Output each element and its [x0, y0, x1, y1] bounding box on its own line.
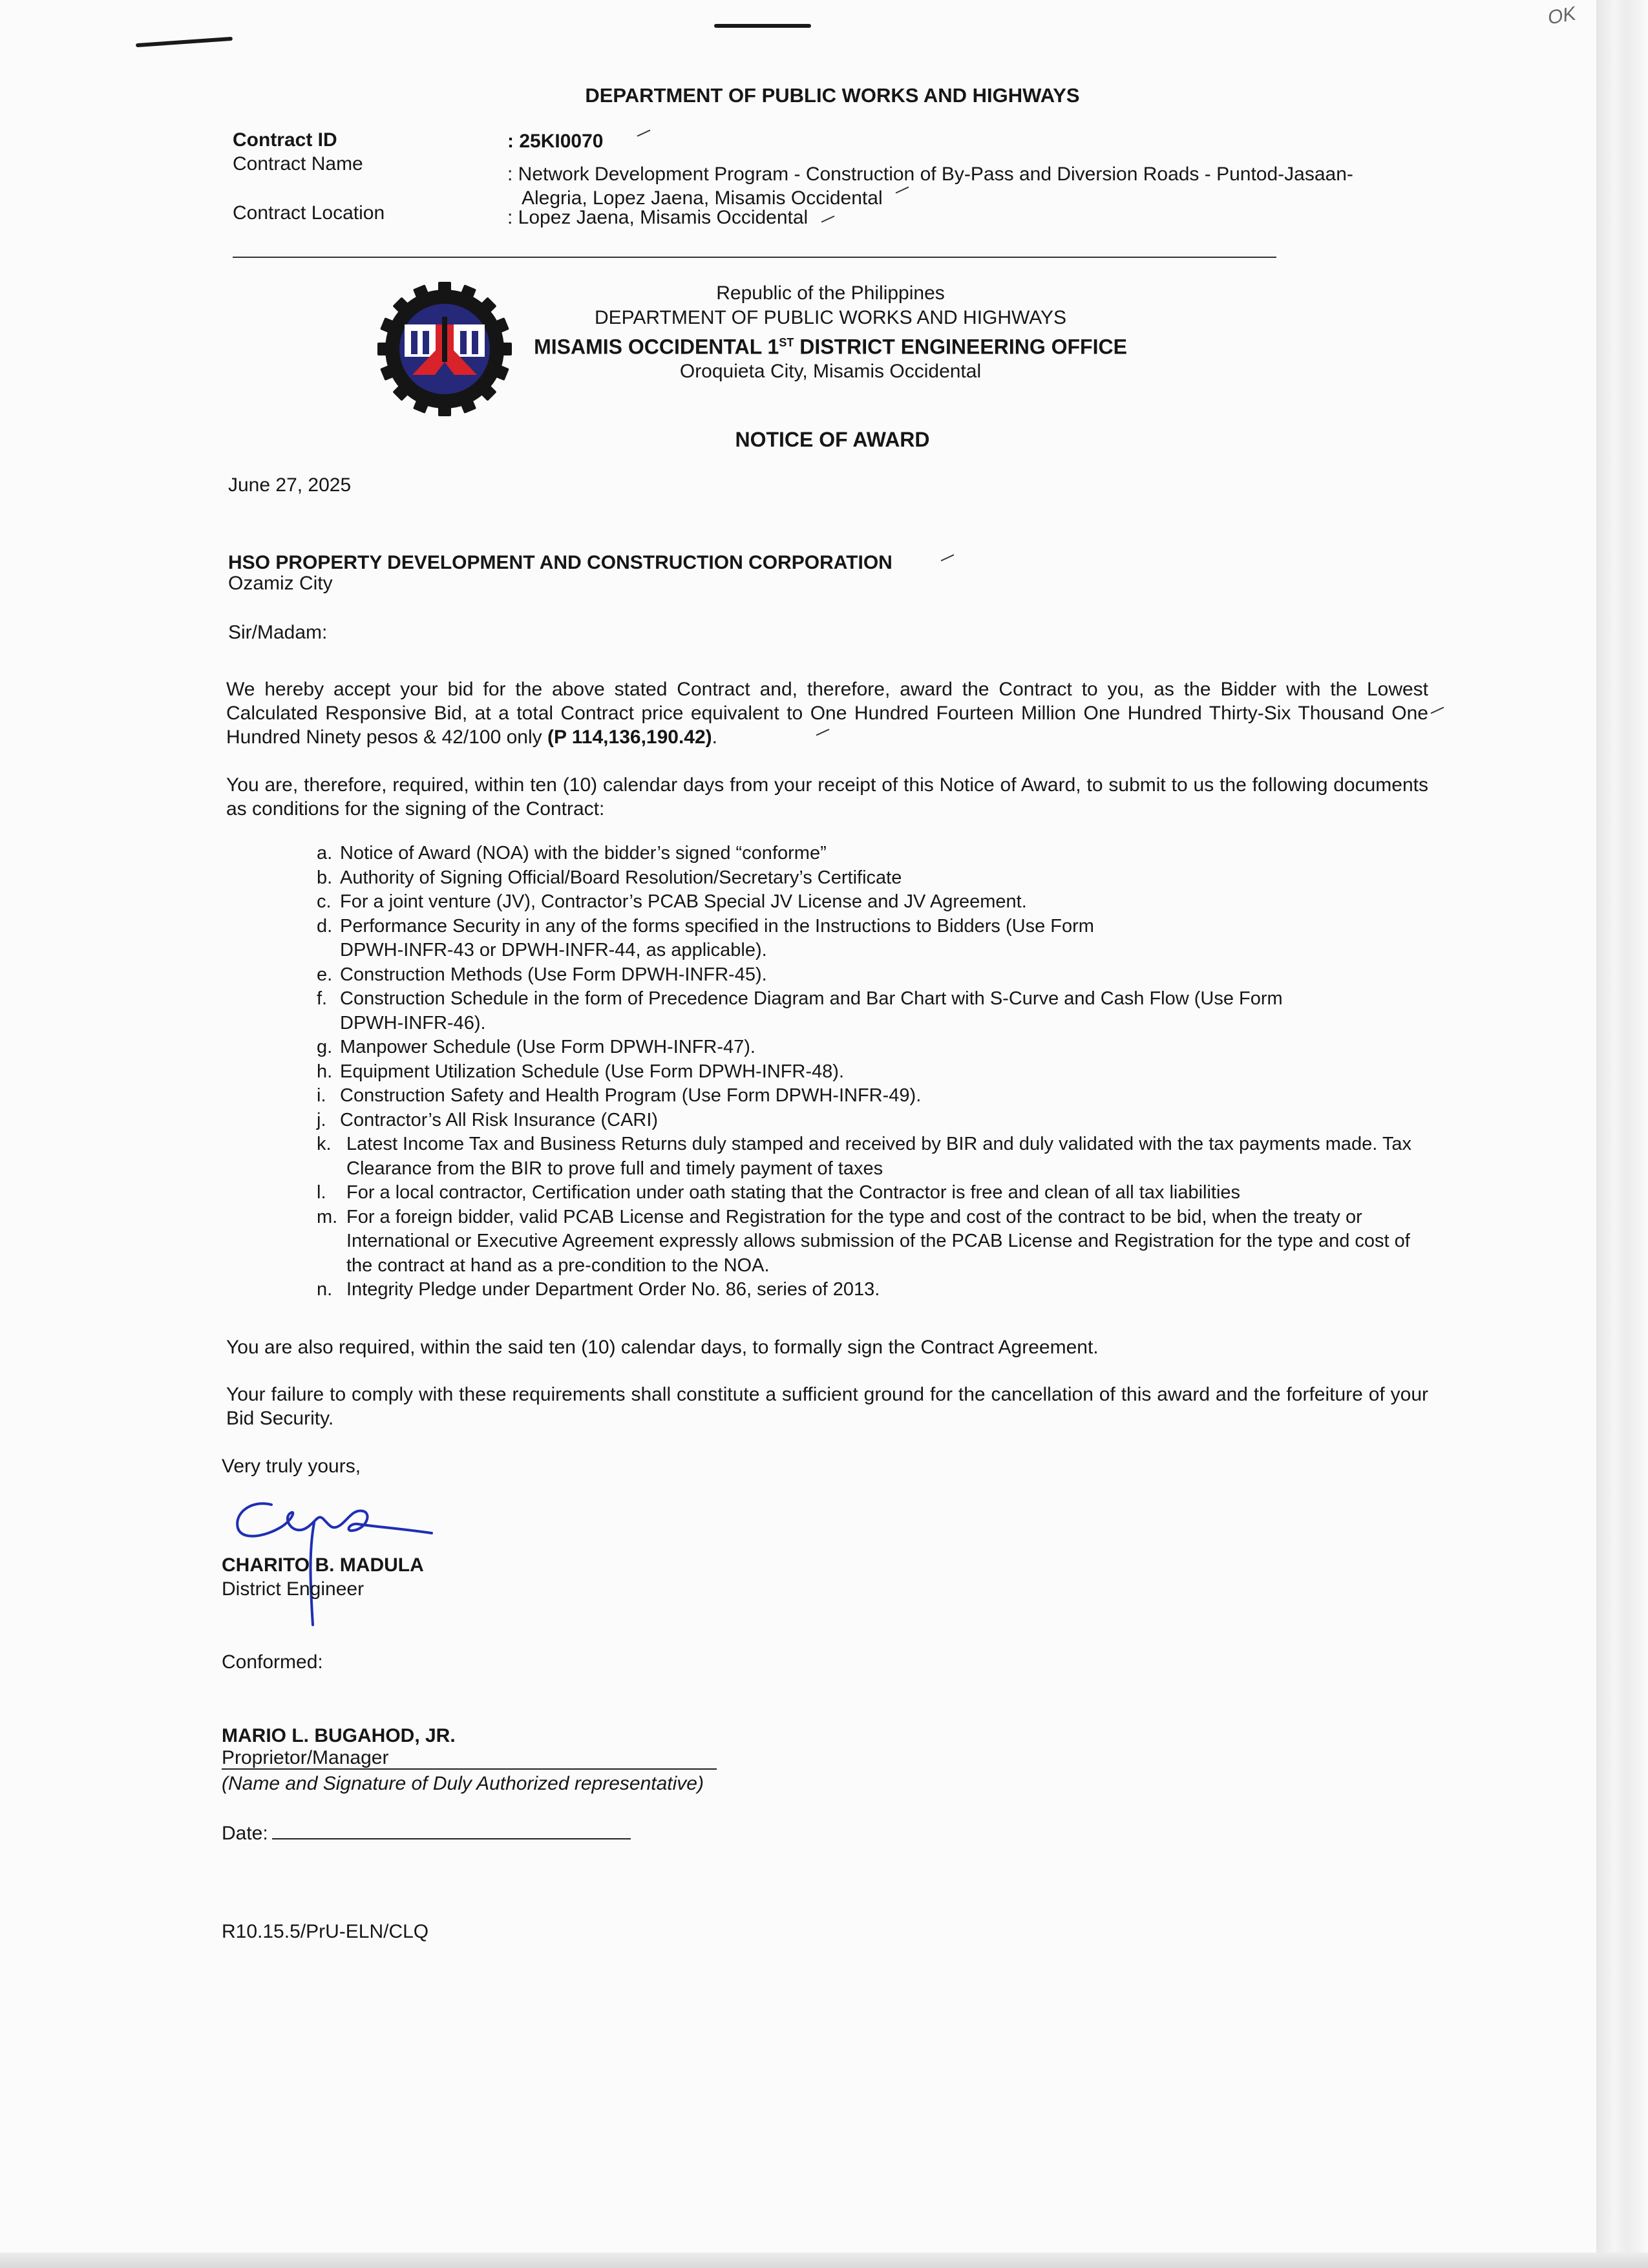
addressee-city: Ozamiz City	[228, 573, 333, 594]
signatory-name: CHARITO B. MADULA	[222, 1554, 424, 1576]
scan-edge-right	[1596, 0, 1648, 2268]
contract-location-value: : Lopez Jaena, Misamis Occidental	[507, 207, 808, 228]
requirement-text: Performance Security in any of the forms specified in the Instructions to Bidders (Use Form DPWH-INFR-43 or DPWH-INFR-44, as applicable).	[340, 915, 1094, 960]
contract-amount: (P 114,136,190.42)	[547, 726, 712, 748]
requirement-text: Authority of Signing Official/Board Resolution/Secretary’s Certificate	[340, 867, 902, 888]
requirement-letter: e.	[317, 964, 333, 985]
requirement-text: Construction Schedule in the form of Precedence Diagram and Bar Chart with S-Curve and Cash Flow (Use Form DPWH-INFR-46).	[340, 988, 1283, 1033]
requirement-letter: l.	[317, 1182, 326, 1203]
district-office-sup: ST	[779, 336, 794, 349]
conformer-title-line	[222, 1748, 717, 1770]
requirement-letter: i.	[317, 1085, 326, 1106]
office-letterhead	[517, 281, 1144, 384]
requirement-letter: g.	[317, 1037, 333, 1057]
district-office-post: DISTRICT ENGINEERING OFFICE	[794, 335, 1127, 359]
requirement-text: For a foreign bidder, valid PCAB License and Registration for the type and cost of the contract to be bid, when the treaty or International or Executive Agreement expressly allows submission of the PCAB License and Registration for the type and cost of the contract at hand as a pre-condition to the NOA.	[346, 1206, 1410, 1276]
requirement-letter: k.	[317, 1134, 332, 1154]
award-paragraph	[226, 677, 1428, 749]
requirement-text: Latest Income Tax and Business Returns duly stamped and received by BIR and duly validated with the tax payments made. Tax Clearance from the BIR to prove full and timely payment of taxes	[346, 1134, 1412, 1179]
office-city-line: Oroquieta City, Misamis Occidental	[679, 360, 982, 382]
date-label: Date:	[222, 1823, 268, 1844]
margin-note: OK	[1546, 3, 1578, 29]
republic-line: Republic of the Philippines	[716, 282, 945, 304]
requirement-item	[317, 1035, 1428, 1060]
requirement-item	[317, 1132, 1428, 1181]
requirement-text: Construction Safety and Health Program (Use Form DPWH-INFR-49).	[340, 1085, 922, 1106]
requirement-item	[317, 963, 1428, 988]
date-line	[272, 1821, 631, 1839]
requirement-item	[317, 1181, 1428, 1205]
contract-id-value: : 25KI0070	[507, 131, 604, 152]
contract-signing-paragraph: You are also required, within the said ten (10) calendar days, to formally sign the Contract Agreement.	[226, 1337, 1099, 1358]
conformer-name: MARIO L. BUGAHOD, JR.	[222, 1725, 456, 1746]
contract-name-value	[507, 162, 1399, 210]
requirement-letter: b.	[317, 867, 333, 888]
requirement-text: Manpower Schedule (Use Form DPWH-INFR-47).	[340, 1037, 755, 1057]
award-end: .	[712, 726, 717, 748]
requirement-letter: f.	[317, 988, 328, 1009]
notice-title: NOTICE OF AWARD	[735, 428, 930, 451]
requirement-letter: m.	[317, 1206, 338, 1227]
requirement-text: For a local contractor, Certification under oath stating that the Contractor is free and clean of all tax liabilities	[346, 1182, 1241, 1203]
contract-name-line-2: Alegria, Lopez Jaena, Misamis Occidental	[522, 187, 883, 209]
contract-id-label: Contract ID	[233, 129, 337, 151]
contract-name-label: Contract Name	[233, 153, 363, 175]
district-office-line	[517, 330, 1144, 359]
failure-paragraph: Your failure to comply with these requirements shall constitute a sufficient ground for the cancellation of this award and the forfeiture of your Bid Security.	[226, 1384, 1428, 1429]
requirements-intro: You are, therefore, required, within ten (10) calendar days from your receipt of this Notice of Award, to submit to us the following documents as conditions for the signing of the Contract:	[226, 774, 1428, 820]
conformed-label: Conformed:	[222, 1651, 323, 1673]
scan-edge-bottom	[0, 2252, 1648, 2268]
agency-heading: DEPARTMENT OF PUBLIC WORKS AND HIGHWAYS	[585, 84, 1080, 107]
requirement-text: Construction Methods (Use Form DPWH-INFR-45).	[340, 964, 767, 985]
requirement-text: Notice of Award (NOA) with the bidder’s signed “conforme”	[340, 843, 827, 864]
award-text: We hereby accept your bid for the above stated Contract and, therefore, award the Contract to you, as the Bidder with the Lowest Calculated Responsive Bid, at a total Contract price equivalent to One Hundred Fourteen Million One Hundred Thirty-Six Thousand One Hundred Ninety pesos & 42/100 only	[226, 679, 1428, 748]
header-rule	[233, 257, 1276, 258]
requirement-item	[317, 1060, 1428, 1085]
requirement-text: Integrity Pledge under Department Order No. 86, series of 2013.	[346, 1279, 880, 1300]
requirement-item	[317, 842, 1428, 866]
requirement-item	[317, 1278, 1428, 1302]
requirement-letter: n.	[317, 1279, 333, 1300]
scan-mark	[714, 24, 811, 28]
closing: Very truly yours,	[222, 1456, 361, 1477]
contract-name-line-1: : Network Development Program - Construction of By-Pass and Diversion Roads - Puntod-Jasaan-	[507, 164, 1353, 185]
date-field	[222, 1821, 631, 1845]
requirement-item	[317, 1108, 1428, 1133]
requirement-letter: d.	[317, 915, 333, 937]
district-office-pre: MISAMIS OCCIDENTAL 1	[534, 335, 779, 359]
requirements-list	[317, 842, 1428, 1302]
addressee-company: HSO PROPERTY DEVELOPMENT AND CONSTRUCTION CORPORATION	[228, 552, 893, 573]
department-line: DEPARTMENT OF PUBLIC WORKS AND HIGHWAYS	[594, 307, 1067, 328]
signatory-title: District Engineer	[222, 1578, 364, 1600]
reference-code: R10.15.5/PrU-ELN/CLQ	[222, 1921, 429, 1942]
requirement-text: Contractor’s All Risk Insurance (CARI)	[340, 1109, 659, 1130]
representative-note: (Name and Signature of Duly Authorized representative)	[222, 1773, 704, 1794]
requirement-item	[317, 1084, 1428, 1108]
letter-date: June 27, 2025	[228, 474, 352, 496]
requirement-letter: a.	[317, 843, 333, 864]
requirement-item	[317, 987, 1428, 1035]
requirement-letter: h.	[317, 1061, 333, 1082]
contract-location-label: Contract Location	[233, 202, 385, 224]
dpwh-logo	[374, 278, 516, 420]
requirement-item	[317, 866, 1428, 891]
requirement-letter: c.	[317, 891, 332, 912]
requirement-item	[317, 890, 1428, 915]
requirement-item	[317, 1205, 1428, 1278]
requirement-letter: j.	[317, 1109, 326, 1130]
salutation: Sir/Madam:	[228, 622, 328, 643]
requirement-text: Equipment Utilization Schedule (Use Form DPWH-INFR-48).	[340, 1061, 844, 1082]
requirement-item	[317, 915, 1428, 963]
conformer-title: Proprietor/Manager	[222, 1747, 389, 1768]
requirement-text: For a joint venture (JV), Contractor’s PCAB Special JV License and JV Agreement.	[340, 891, 1027, 912]
